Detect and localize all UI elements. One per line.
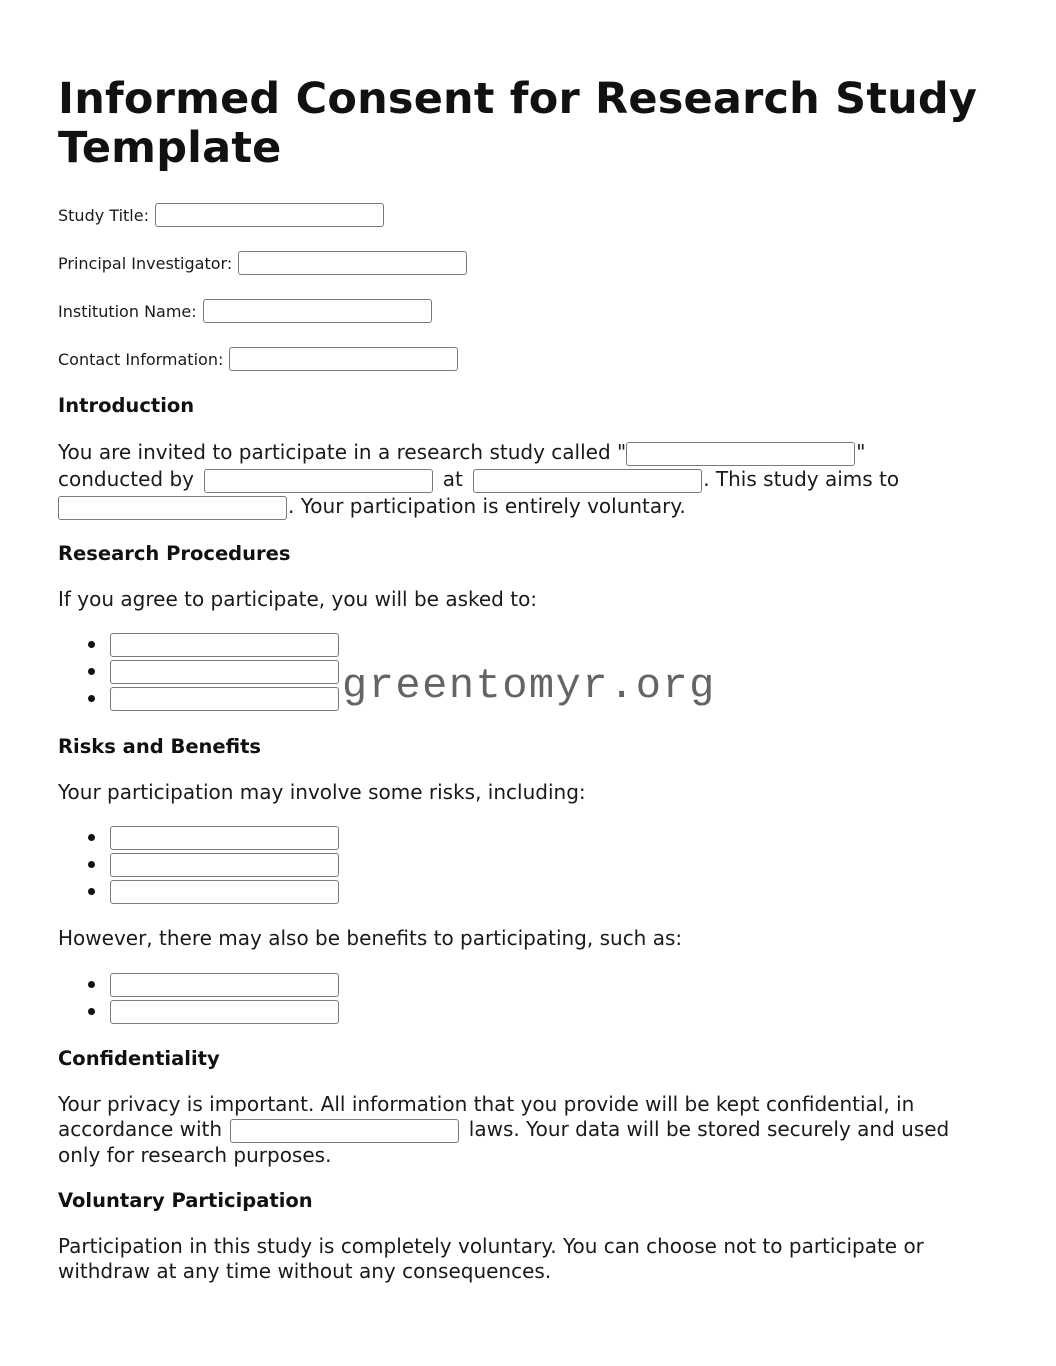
privacy-laws-input[interactable] (230, 1119, 459, 1143)
list-item (58, 631, 988, 658)
intro-text-5: . This study aims to (703, 467, 900, 491)
institution-name-input[interactable] (203, 299, 432, 323)
bullet (88, 1008, 95, 1015)
document-page (58, 0, 988, 1284)
intro-text-4: at (442, 467, 463, 491)
bullet (88, 888, 95, 895)
procedure-input-3[interactable] (110, 687, 339, 711)
benefits-list (58, 971, 988, 1025)
risks-list (58, 824, 988, 905)
benefits-paragraph: However, there may also be benefits to participating, such as: (58, 926, 683, 950)
procedures-heading: Research Procedures (58, 542, 291, 565)
study-name-input[interactable] (626, 442, 855, 466)
bullet (88, 641, 95, 648)
risk-input-1[interactable] (110, 826, 339, 850)
principal-investigator-row (58, 250, 988, 276)
principal-investigator-label: Principal Investigator: (58, 253, 233, 273)
bullet (88, 834, 95, 841)
confidentiality-text-2: laws. Your data will be stored securely and used only for research purposes. (58, 1117, 950, 1167)
study-title-input[interactable] (155, 203, 384, 227)
bullet (88, 861, 95, 868)
intro-text-6: . Your participation is entirely voluntary. (288, 494, 686, 518)
risks-benefits-heading: Risks and Benefits (58, 735, 262, 758)
bullet (88, 981, 95, 988)
study-aim-input[interactable] (58, 496, 287, 520)
contact-information-row (58, 346, 988, 372)
page-title: Informed Consent for Research Study Template (58, 74, 978, 173)
intro-text-1: You are invited to participate in a research study called " (58, 440, 627, 464)
list-item (58, 878, 988, 905)
contact-information-input[interactable] (229, 347, 458, 371)
conducted-by-input[interactable] (204, 469, 433, 493)
confidentiality-text-1: Your privacy is important. All information that you provide will be kept confidential, in accordance with (58, 1092, 915, 1141)
procedures-paragraph: If you agree to participate, you will be asked to: (58, 587, 538, 611)
voluntary-participation-heading: Voluntary Participation (58, 1188, 313, 1212)
institution-name-row (58, 298, 988, 324)
confidentiality-paragraph (58, 1092, 988, 1168)
list-item (58, 824, 988, 851)
voluntary-paragraph: Participation in this study is completely voluntary. You can choose not to participate or withdraw at any time without any consequences. (58, 1233, 924, 1283)
institution-name-label: Institution Name: (58, 301, 197, 321)
benefit-input-2[interactable] (110, 1000, 339, 1024)
bullet (88, 668, 95, 675)
list-item (58, 851, 988, 878)
intro-text-3: conducted by (58, 467, 195, 491)
list-item (58, 971, 988, 998)
introduction-heading: Introduction (58, 394, 195, 417)
principal-investigator-input[interactable] (238, 251, 467, 275)
conducted-at-input[interactable] (473, 469, 702, 493)
risk-input-2[interactable] (110, 853, 339, 877)
watermark: greentomyr.org (342, 662, 716, 710)
intro-text-2: " (856, 440, 866, 464)
confidentiality-heading: Confidentiality (58, 1047, 220, 1070)
study-title-row (58, 202, 988, 228)
study-title-label: Study Title: (58, 205, 149, 225)
risk-input-3[interactable] (110, 880, 339, 904)
introduction-paragraph (58, 439, 988, 520)
risks-paragraph: Your participation may involve some risks, including: (58, 780, 586, 804)
contact-information-label: Contact Information: (58, 349, 224, 369)
benefit-input-1[interactable] (110, 973, 339, 997)
procedure-input-1[interactable] (110, 633, 339, 657)
list-item (58, 998, 988, 1025)
procedure-input-2[interactable] (110, 660, 339, 684)
bullet (88, 695, 95, 702)
